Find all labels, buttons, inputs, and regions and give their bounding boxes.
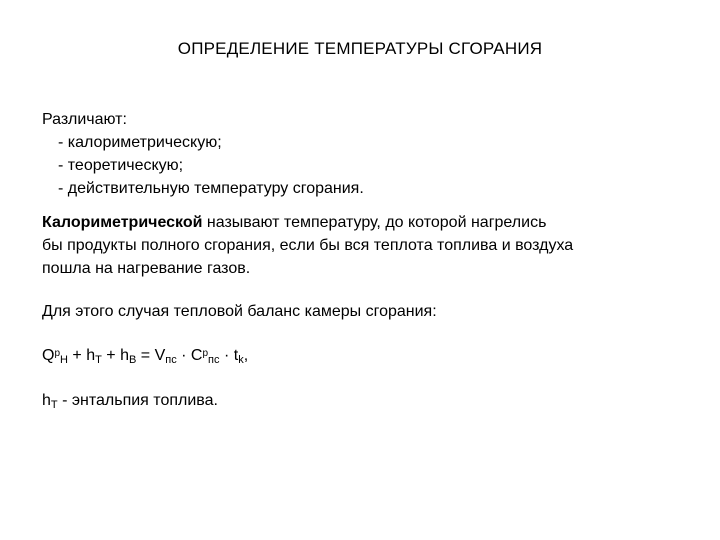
enthalpy-note xyxy=(42,389,682,412)
formula-equals-v: = V xyxy=(136,347,166,364)
formula-t-sub: k xyxy=(238,354,244,366)
formula-q-sup: p xyxy=(54,348,61,359)
list-item: - теоретическую; xyxy=(58,157,184,174)
list-item: - действительную температуру сгорания. xyxy=(58,180,364,197)
formula-end: , xyxy=(243,347,249,364)
definition-text-line2: бы продукты полного сгорания, если бы вся теплота топлива и воздуха xyxy=(42,237,574,254)
list-item: - калориметрическую; xyxy=(58,134,222,151)
definition-paragraph xyxy=(42,211,682,280)
formula-c-sub: пс xyxy=(208,354,220,366)
intro-block xyxy=(42,108,682,200)
formula-dot-t: · t xyxy=(219,347,239,364)
formula-q-sub: H xyxy=(60,354,68,366)
note-h-sub: T xyxy=(50,399,58,411)
intro-lead: Различают: xyxy=(42,111,127,128)
heat-balance-formula xyxy=(42,344,682,367)
formula-dot-c: · C xyxy=(176,347,203,364)
definition-term: Калориметрической xyxy=(42,214,203,231)
formula-hT-sub: T xyxy=(95,354,102,366)
formula-hB-sub: B xyxy=(128,354,137,366)
formula-c-sup: p xyxy=(202,348,209,359)
definition-text-line1: называют температуру, до которой нагрелись xyxy=(202,214,547,231)
balance-text: Для этого случая тепловой баланс камеры сгорания: xyxy=(42,303,437,320)
slide-title: ОПРЕДЕЛЕНИЕ ТЕМПЕРАТУРЫ СГОРАНИЯ xyxy=(177,39,543,58)
formula-plus-h: + h xyxy=(101,347,129,364)
formula-plus-h: + h xyxy=(67,347,96,364)
note-h: h xyxy=(42,392,51,409)
formula-q: Q xyxy=(42,347,55,364)
note-text: - энтальпия топлива. xyxy=(57,392,218,409)
formula-v-sub: пс xyxy=(165,354,177,366)
definition-text-line3: пошла на нагревание газов. xyxy=(42,260,251,277)
